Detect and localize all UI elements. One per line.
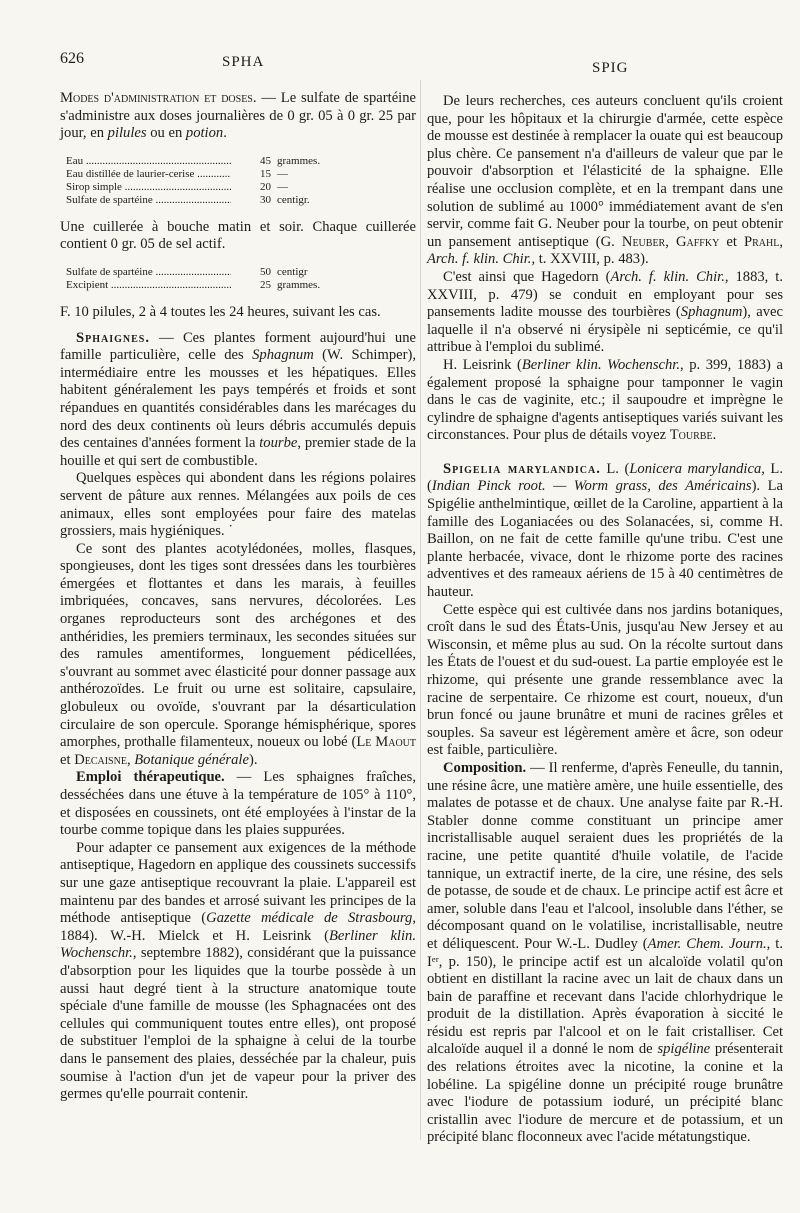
emploi-heading: Emploi thérapeutique. bbox=[76, 769, 225, 786]
rx-row: Excipient ..... 25 grammes. bbox=[66, 279, 416, 292]
pills-text: F. 10 pilules, 2 à 4 toutes les 24 heures, suivant les cas. bbox=[60, 303, 381, 320]
running-head-right: SPIG bbox=[592, 60, 629, 76]
paragraph: Cette espèce qui est cultivée dans nos jardins botaniques, croît dans le sud des États-Unis, jusqu'au New Jersey et au Wisconsin, et même plus au sud. On la récolte surtout dans les États de l'ouest et du sud-ouest. La partie employée est le rhizome, qui présente une grande ressemblance avec la racine de serpentaire. Ce rhizome est court, noueux, d'un brun foncé ou jaune brunâtre et muni de racines grêles et souples. Sa saveur est légèrement amère et âcre, son odeur est faible, particulière. bbox=[427, 601, 783, 759]
paragraph: C'est ainsi que Hagedorn (Arch. f. klin. Chir., 1883, t. XXVIII, p. 479) se conduit en employant pour ses pansements ladite mousse des tourbières (Sphagnum), avec laquelle il n'a observé ni érysipèle ni septicémie, ce qu'il attribue à l'emploi du sublimé. bbox=[427, 268, 783, 356]
sphaignes-heading: Sphaignes. bbox=[76, 329, 150, 346]
emploi-paragraph: Emploi thérapeutique. — Les sphaignes fraîches, desséchées dans une étuve à la température de 105° à 110°, et disposées en coussinets, ont été employées à l'instar de la tourbe comme topique dans les plaies suppurées. bbox=[60, 769, 416, 839]
page-number: 626 bbox=[60, 50, 84, 67]
rx-row: Sulfate de spartéine ..... 30 centigr. bbox=[66, 194, 416, 207]
rx-row: Eau distillée de laurier-cerise ..... 15 — bbox=[66, 168, 416, 181]
dosage-text: Une cuillerée à bouche matin et soir. Chaque cuillerée contient 0 gr. 05 de sel actif. bbox=[60, 218, 416, 253]
rx-row: Sirop simple ..... 20 — bbox=[66, 181, 416, 194]
paragraph: H. Leisrink (Berliner klin. Wochenschr., p. 399, 1883) a également proposé la sphaigne pour tamponner le vagin dans le cas de vaginite, etc.; il saupoudre et imprègne le cylindre de sphaigne d'agents antiseptiques variés suivant les circonstances. Pour plus de détails voyez Tourbe. bbox=[427, 356, 783, 444]
spigelia-heading: Spigelia marylandica. bbox=[443, 460, 601, 477]
modes-paragraph: Modes d'administration et doses. — Le sulfate de spartéine s'administre aux doses journalières de 0 gr. 05 à 0 gr. 25 par jour, en pilules ou en potion. bbox=[60, 90, 417, 142]
prescription-potion bbox=[66, 155, 416, 207]
column-divider bbox=[420, 80, 421, 1140]
rx-row: Eau ..... 45 grammes. bbox=[66, 155, 416, 168]
paragraph: Ce sont des plantes acotylédonées, molles, flasques, spongieuses, dont les tiges sont dressées dans les tourbières émergées et flottantes et dans les marais, à feuilles imbriquées, concaves, sans nervures, décolorées. Les organes reproducteurs sont des archégones et des anthéridies, les premiers terminaux, les secondes situées sur des ramules amentiformes, longuement pédicellées, s'ouvrant au sommet avec élasticité pour donner passage aux anthérozoïdes. Le fruit ou urne est solitaire, capsulaire, globuleux ou ovoïde, s'ouvrant par la désarticulation circulaire de son opercule. Sporange hémisphérique, spores amorphes, prothalle filamenteux, noueux ou lobé (Le Maout et Decaisne, Botanique générale). bbox=[60, 540, 416, 768]
running-head-left: SPHA bbox=[222, 54, 265, 70]
paragraph: Pour adapter ce pansement aux exigences de la méthode antiseptique, Hagedorn en applique des coussinets successifs sur une gaze antiseptique recouvrant la plaie. L'appareil est maintenu par des bandes et arrosé suivant les principes de la méthode antiseptique (Gazette médicale de Strasbourg, 1884). W.-H. Mielck et H. Leisrink (Berliner klin. Wochenschr., septembre 1882), considérant que la puissance d'absorption pour les liquides que la tourbe possède à un aussi haut degré tient à la structure anatomique toute spéciale d'une famille de mousse (les Sphagnacées ont des cellules qui communiquent toutes entre elles), ont proposé de substituer l'emploi de la sphaigne à celui de la tourbe dans le pansement des plaies, desséchée par la chaleur, puis soumise à l'action d'un jet de vapeur pour la priver des germes qu'elle pourrait contenir. bbox=[60, 839, 416, 1103]
modes-heading: Modes d'administration et doses. bbox=[60, 90, 257, 106]
paragraph: Quelques espèces qui abondent dans les régions polaires servent de pâture aux rennes. Mélangées aux poils de ces animaux, elles sont employées pour faire des matelas grossiers, mais hygiéniques. ˙ bbox=[60, 470, 416, 540]
right-column bbox=[427, 93, 783, 1147]
composition-heading: Composition. bbox=[443, 759, 527, 776]
spigelia-paragraph: Spigelia marylandica. L. (Lonicera marylandica, L. (Indian Pinck root. — Worm grass, des Américains). La Spigélie anthelmintique, œillet de la Caroline, appartient à la famille des Loganiacées ou des Solanacées, si, comme H. Baillon, on ne fait de cette famille qu'une tribu. C'est une plante herbacée, vivace, dont le rhizome porte des racines adventives et des rameaux aériens de 15 à 40 centimètres de hauteur. bbox=[427, 460, 783, 601]
paragraph: De leurs recherches, ces auteurs concluent qu'ils croient que, pour les hôpitaux et la chirurgie d'armée, cette espèce de mousse est destinée à remplacer la ouate qui est beaucoup plus chère. Ce pansement n'a d'ailleurs de valeur que par le pouvoir d'absorption et l'élasticité de la sphaigne. Elle réalise une occlusion complète, et en la trempant dans une solution de sublimé au 1000° immédiatement avant de s'en servir, comme fait G. Neuber pour la tourbe, on peut obtenir un pansement antiseptique (G. Neuber, Gaffky et Prahl, Arch. f. klin. Chir., t. XXVIII, p. 483). bbox=[427, 93, 783, 268]
prescription-pills bbox=[66, 266, 416, 292]
composition-paragraph: Composition. — Il renferme, d'après Feneulle, du tannin, une résine âcre, une matière amère, une huile essentielle, des malates de potasse et de chaux. Une analyse faite par R.-H. Stabler donne comme constituant un principe amer incristallisable auquel seraient dues les propriétés de la racine, une petite quantité d'huile volatile, de l'acide tannique, un extractif inerte, de la cire, une résine, des sels de potasse, de soude et de chaux. Le principe actif est âcre et amer, soluble dans l'eau et l'alcool, insoluble dans l'éther, se décomposant quand on le volatilise, incristallisable, neutre et déliquescent. Pour W.-L. Dudley (Amer. Chem. Journ., t. Iᵉʳ, p. 150), le principe actif est un alcaloïde volatil qu'on obtient en distillant la racine avec un lait de chaux dans un bain de paraffine et recevant dans l'acide chlorhydrique le produit de la distillation. Après évaporation à siccité le résidu est repris par l'alcool et on le fait cristalliser. Cet alcaloïde auquel il a donné le nom de spigéline présenterait des relations étroites avec la nicotine, la conine et la lobéline. La spigéline donne un précipité rouge brunâtre avec l'iodure de potassium ioduré, un précipité blanc cristallin avec l'iodure de mercure et de potassium, et un précipité blanc floconneux avec l'acide métatungstique. bbox=[427, 759, 784, 1146]
rx-row: Sulfate de spartéine ..... 50 centigr bbox=[66, 266, 416, 279]
sphaignes-paragraph: Sphaignes. — Ces plantes forment aujourd'hui une famille particulière, celle des Sphagnum (W. Schimper), intermédiaire entre les mousses et les hépatiques. Elles habitent généralement les pays tempérés et froids et sont répandues en quantités considérables dans les marécages du nord des deux continents où leurs débris accumulés depuis des centaines d'années forment la tourbe, premier stade de la houille et qui sert de combustible. bbox=[60, 329, 416, 469]
left-column bbox=[60, 90, 416, 1104]
